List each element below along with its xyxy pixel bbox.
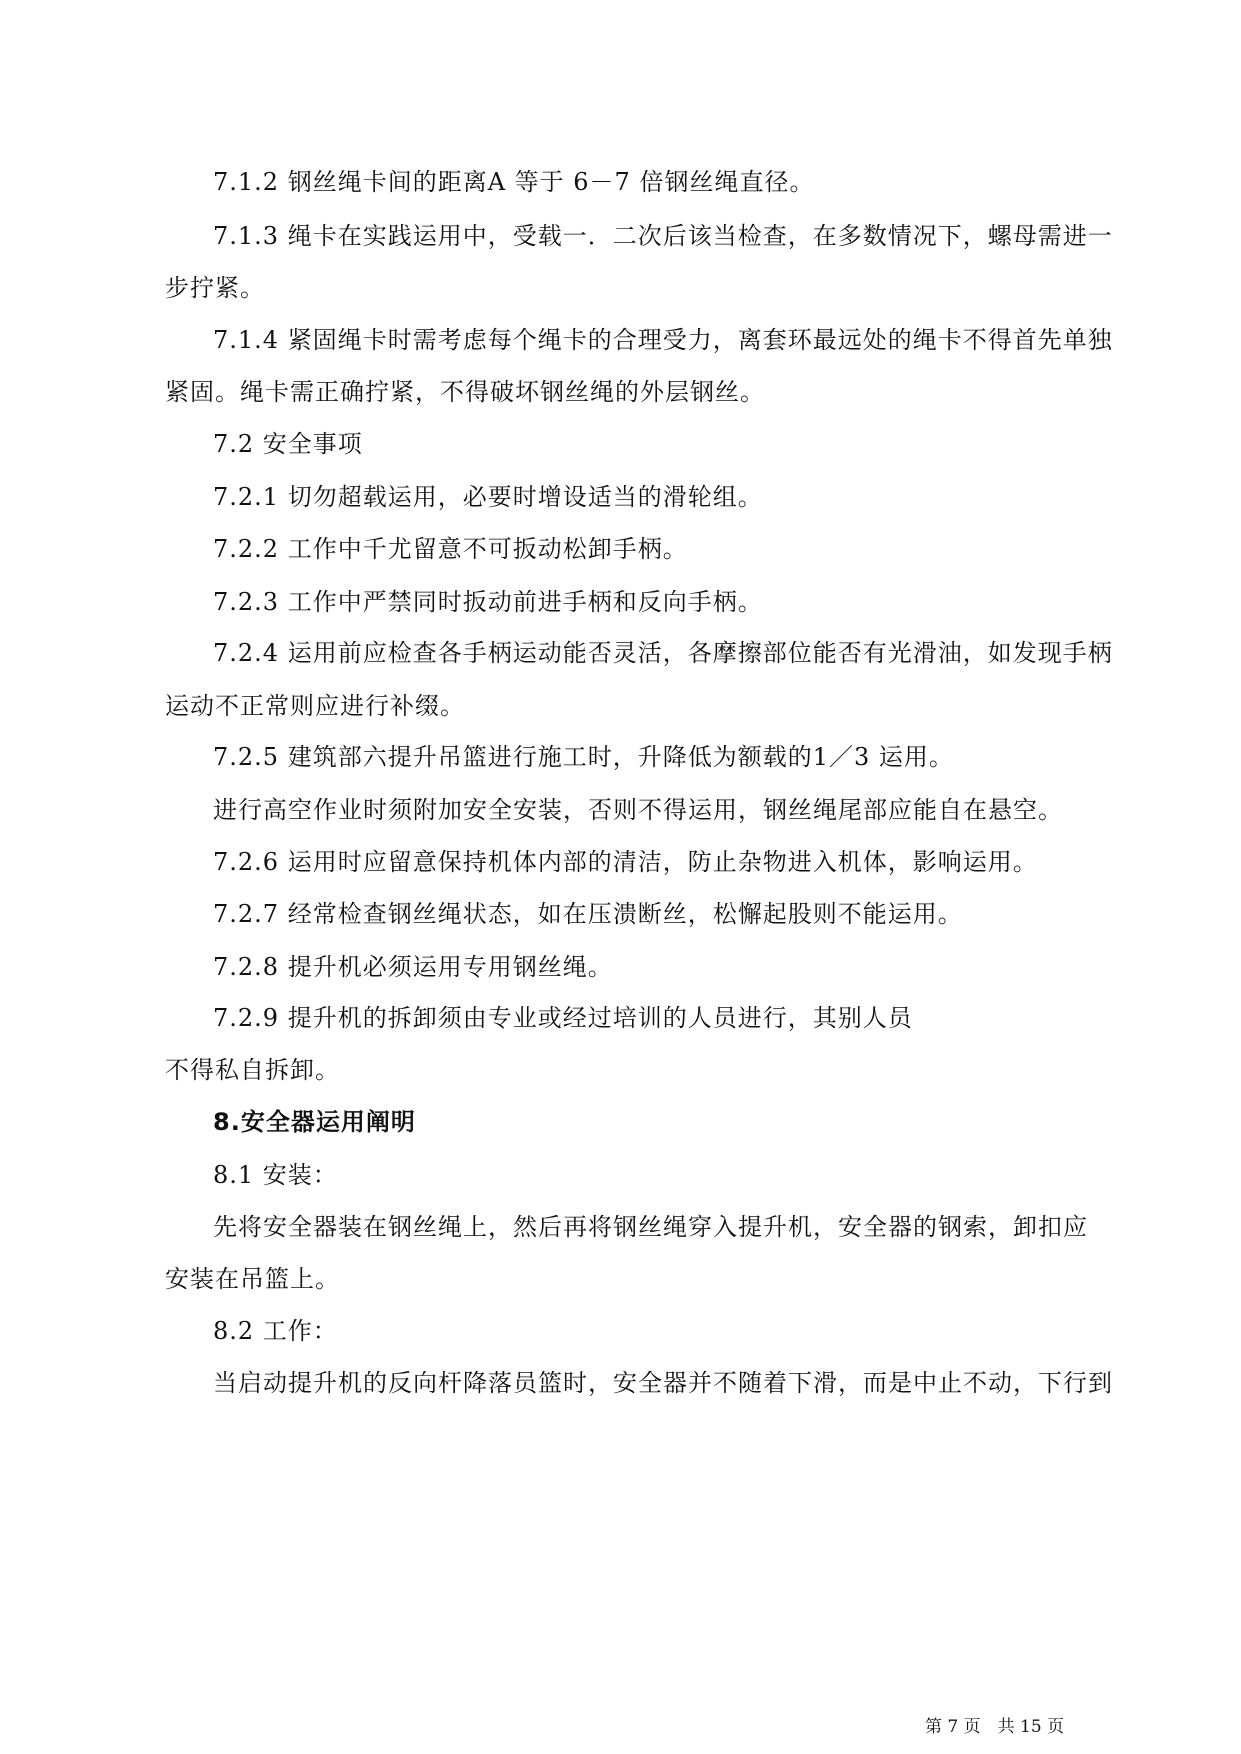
- paragraph-7-2-6: 7.2.6 运用时应留意保持机体内部的清洁，防止杂物进入机体，影响运用。: [213, 848, 1038, 876]
- paragraph-7-1-3-cont: 步拧紧。: [165, 274, 265, 302]
- paragraph-8-1: 先将安全器装在钢丝绳上，然后再将钢丝绳穿入提升机，安全器的钢索，卸扣应: [213, 1213, 1088, 1241]
- paragraph-7-2-4: 7.2.4 运用前应检查各手柄运动能否灵活，各摩擦部位能否有光滑油，如发现手柄: [213, 639, 1113, 667]
- heading-7-2: 7.2 安全事项: [213, 430, 363, 458]
- paragraph-7-1-4-cont: 紧固。绳卡需正确拧紧，不得破坏钢丝绳的外层钢丝。: [165, 378, 765, 406]
- paragraph-7-2-4-cont: 运动不正常则应进行补缀。: [165, 692, 465, 720]
- paragraph-7-2-5: 7.2.5 建筑部六提升吊篮进行施工时，升降低为额载的1／3 运用。: [213, 743, 954, 771]
- page-number: 第 7 页 共 15 页: [925, 1717, 1065, 1737]
- paragraph-7-1-3: 7.1.3 绳卡在实践运用中，受载一．二次后该当检查，在多数情况下，螺母需进一: [213, 222, 1113, 250]
- paragraph-7-2-9: 7.2.9 提升机的拆卸须由专业或经过培训的人员进行，其别人员: [213, 1004, 913, 1032]
- paragraph-7-2-5-note: 进行高空作业时须附加安全安装，否则不得运用，钢丝绳尾部应能自在悬空。: [213, 796, 1063, 824]
- heading-8-2: 8.2 工作：: [213, 1317, 338, 1345]
- paragraph-8-1-cont: 安装在吊篮上。: [165, 1265, 340, 1293]
- paragraph-7-2-9-cont: 不得私自拆卸。: [165, 1056, 340, 1084]
- paragraph-7-1-2: 7.1.2 钢丝绳卡间的距离A 等于 6－7 倍钢丝绳直径。: [213, 168, 815, 196]
- paragraph-7-2-8: 7.2.8 提升机必须运用专用钢丝绳。: [213, 953, 613, 981]
- paragraph-7-2-3: 7.2.3 工作中严禁同时扳动前进手柄和反向手柄。: [213, 588, 763, 616]
- paragraph-8-2: 当启动提升机的反向杆降落员篮时，安全器并不随着下滑，而是中止不动，下行到: [213, 1369, 1113, 1397]
- heading-8-1: 8.1 安装：: [213, 1161, 338, 1189]
- paragraph-7-2-7: 7.2.7 经常检查钢丝绳状态，如在压溃断丝，松懈起股则不能运用。: [213, 900, 963, 928]
- paragraph-7-2-2: 7.2.2 工作中千尤留意不可扳动松卸手柄。: [213, 535, 688, 563]
- paragraph-7-2-1: 7.2.1 切勿超载运用，必要时增设适当的滑轮组。: [213, 483, 763, 511]
- paragraph-7-1-4: 7.1.4 紧固绳卡时需考虑每个绳卡的合理受力，离套环最远处的绳卡不得首先单独: [213, 326, 1113, 354]
- heading-8: 8.安全器运用阐明: [213, 1108, 416, 1136]
